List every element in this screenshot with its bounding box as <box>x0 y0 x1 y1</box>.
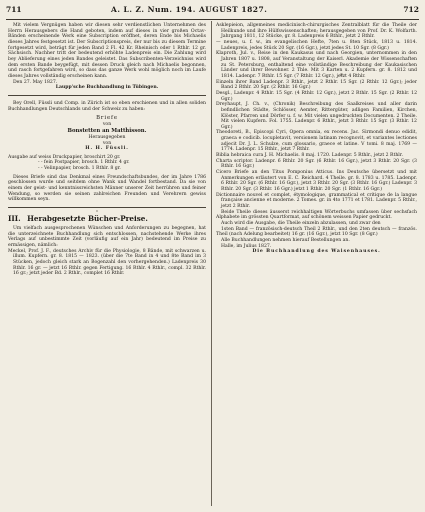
catalog-entry: Einzeln ihrer Band Ladenpr. 3 Rthlr., jetzt 2 Rthlr. 15 Sgr. (2 Rthlr. 12 Ggr.); jeder Band 2 Rthlr. 20 Sgr. (2 Rthlr. 16 Ggr.) <box>216 79 417 91</box>
publisher-signature: Laupp'sche Buchhandlung in Tübingen. <box>55 85 159 91</box>
catalog-entry: Meckel, Prof. J. F., deutsches Archiv für die Physiologie, 8 Bände, mit schwarzen u. illum. Kupfern. gr. 8. 1815 — 1823. (über die 7te Band in 4 und 8te Band im 3 Stücken, jedoch gleich stark an Bogenzahl den vorhergehenden.) Ladenpreis 30 Rthlr. 16 gr. — jetzt 16 Rthlr. gegen Fertigung. 16 Rthlr. 4 Rthlr., compl. 32 Rthlr. 16 gr.; jetzt jeder Bd. 2 Rthlr., complet 16 Rthlr. <box>8 248 206 277</box>
book-title-from: von <box>102 122 112 128</box>
note-paragraph: Beide Theile dieses äusserst reichhaltigen Wörterbuchs umfassen über sechsfach Alphabete im grössten Quartformat, auf schönem weissen Papier gedruckt. <box>216 209 417 221</box>
note-paragraph: 1sten Band — französisch-deutsch Theil 2 Rthlr., und den 2ten deutsch — französ. Theil (nach Adelung bearbeitet) 16 gr. (16 Ggr.), jetzt 10 Sgr. (8 Ggr.) <box>216 226 417 238</box>
column-divider <box>211 21 212 506</box>
catalog-entry: Klaproth, Jul. v., Reise in den Kaukasus und nach Georgien, unternommen in den Jahren 1807 u. 1808, auf Veranstaltung der Kaiserl. Akademie der Wissenschaften zu St. Petersburg, enthaltend eine vollständige Beschreibung der Kaukasischen Länder und ihrer Bewohner. 2 Thle. Mit 3 Karten u. 2 Kupfern. gr. 8. 1812 und 1814. Ladenpr. 7 Rthlr. 15 Sgr. (7 Rthlr. 12 Ggr.), jetzt 4 Rthlr. <box>216 51 417 79</box>
running-header <box>6 5 419 19</box>
right-column <box>216 23 417 255</box>
section-divider <box>8 95 206 96</box>
publisher-signature: Die Buchhandlung des Waisenhauses. <box>252 249 381 255</box>
catalog-entry: — neues, u. f. w., im evangelischen Hefte, 7ten u. 8ten Stück, 1813 u. 1814. Ladenpreis, jedes Stück 20 Sgr. (16 Ggr.), jetzt jedes St. 10 Sgr. (8 Ggr.) <box>216 39 417 51</box>
edition-line: - - fein Postpapier, brosch. 1 Rthlr. 4 gr. <box>38 160 130 166</box>
section-divider <box>8 207 206 208</box>
catalog-entry: Desgl., Ladenpr. 4 Rthlr. 15 Sgr. (4 Rthlr. 12 Ggr.), jetzt 2 Rthlr. 15 Sgr. (2 Rthlr. 12 Ggr.) <box>216 90 417 102</box>
section-number: III. <box>8 214 21 224</box>
left-column <box>8 23 206 277</box>
ink-spot <box>96 210 98 212</box>
announcement-paragraph: Um vielfach ausgesprochenen Wünschen und Anforderungen zu begegnen, hat die unterzeichnete Buchhandlung sich entschlossen, nachstehende Werke ihres Verlags auf unbestimmte Zeit (vorläufig auf ein Jahr) bedeutend im Preise zu ermässigen, nämlich: <box>8 226 206 249</box>
page-number-right: 712 <box>403 5 419 14</box>
note-paragraph: Alle Buchhandlungen nehmen hierauf Bestellungen an. <box>221 237 350 243</box>
book-title: Briefe <box>96 115 118 122</box>
catalog-entry: Dreyhaupt, J. Ch. v., (Chronik) Beschreibung des Saalkreises und aller darin befindlichen Städte, Schlösser, Aemter, Rittergüter, adligen Familien, Kirchen, Klöster, Pfarren und Dörfer u. f. w. Mit vielen ungedruckten Documenten. 2 Theile. Mit vielen Kupfern. Fol. 1755. Ladenpr. 6 Rthlr., jetzt 3 Rthlr. 15 Sgr. (3 Rthlr. 12 Ggr.) <box>216 102 417 130</box>
catalog-entry: Charta scriptor. Ladenpr. 6 Rthlr. 20 Sgr. (6 Rthlr. 16 Ggr.), jetzt 3 Rthlr. 20 Sgr. (3 Rthlr. 16 Ggr.) <box>216 158 417 170</box>
closing-place: Halle, im Julius 1827. <box>221 243 272 249</box>
section-title-text: Herabgesetzte Bücher-Preise. <box>27 214 148 224</box>
announcement-paragraph: Dieses Briefe sind das Denkmal eines Freundschaftsbundes, der im Jahre 1786 geschlossen wurde und seitdem ohne Wank und Wandel fortbestand. Da sie von einem der geist- und kenntnissreichsten Männer unserer Zeit herrühren und feiner Wendung, so werden sie seinen zahlreichen Freunden und Verehrern gewiss willkommen seyn. <box>8 174 206 203</box>
edition-line: - - Velinpapier, brosch. 1 Rthlr. 8 gr. <box>38 166 121 172</box>
announcement-paragraph: Bey Orell, Füssli und Comp. in Zürich ist so eben erschienen und in allen soliden Buchhandlungen Deutschlands und der Schweiz zu haben: <box>8 100 206 112</box>
header-rule <box>6 19 419 20</box>
book-author: Bonstetten an Matthisson. <box>67 127 147 134</box>
section-heading <box>8 213 206 224</box>
edition-line: Ausgabe auf weiss Druckpapier, broschirt 20 gr. <box>8 154 121 160</box>
book-editor-label: Herausgegeben <box>88 134 126 140</box>
announcement-paragraph: Mit vielem Vergnügen haben wir diesen sehr verdienstlichen Unternehmen des Herrn Herausgebers die Hand geboten, indem auf dieses in vier großen Octav-Bänden erscheinende Werk eine Subscription eröffnet, deren Ende bis Michaelis dieses Jahres festgesetzt ist. Der Subscriptionspreis, der nur bis zu diesem Termine fortgesetzt wird, beträgt für jeden Band 2 Fl. 42 Kr. Rheinisch oder 1 Rthlr. 12 gr. Sächsisch. Nachher tritt der bedeutend erhöhte Ladenpreis ein. Die Zahlung wird bey Ablieferung eines jeden Bandes geleistet. Das Subscribenten-Verzeichniss wird dem ersten Bande beygefügt, mit dessen Druck gleich nach Michaelis begonnen, und rasch fortgefahren wird, so dass das ganze Werk wohl möglich noch im Laufe dieses Jahres vollständig erscheinen kann. <box>8 23 206 79</box>
book-editor: H. H. Füssli. <box>85 146 129 152</box>
catalog-entry: Cicero Briefe an den Titus Pomponius Atticus. Ins Deutsche übersetzt und mit Anmerkungen erläutert von E. C. Reichard. 4 Theile. gr. 8. 1783 u. 1785. Ladenpr. 6 Rthlr. 20 Sgr. (6 Rthlr. 16 Ggr.), jetzt 3 Rthlr. 20 Sgr. (3 Rthlr. 16 Ggr.) Ladenpr. 3 Rthlr. 20 Sgr. (3 Rthlr. 16 Ggr.) jetzt 1 Rthlr. 20 Sgr. (1 Rthlr. 16 Ggr.) <box>216 170 417 193</box>
running-title: A. L. Z. Num. 194. AUGUST 1827. <box>111 5 268 14</box>
note-paragraph: Auch wird die Ausgabe, die Theile einzeln abzulassen, und zwar den <box>221 220 381 226</box>
catalog-entry: Dictionnaire nouvel et complet, étymologique, grammatical et critique de la langue française ancienne et moderne. 2 Tomes. gr. in 4to 1771 et 1781. Ladenpr. 5 Rthlr., jetzt 2 Rthlr. <box>216 192 417 209</box>
catalog-entry: Biblia hebraica cura J. H. Michaelis. 8 maj. 1720. Ladenpr. 5 Rthlr., jetzt 2 Rthlr. <box>216 153 403 159</box>
page-number-left: 711 <box>6 5 22 14</box>
book-editor-von: von <box>102 140 112 146</box>
catalog-entry: Asklepieion, allgemeines medicinisch-chirurgisches Zentralblatt für die Theile der Heilkunde und ihre Hülfswissenschaften; herausgegeben von Prof. Dr. K. Wolfarth. Jahrgang 1811, 12 Stücke, gr. 8. Ladenpreis 6 Rthlr., jetzt 2 Rthlr. <box>216 23 417 40</box>
dateline: Den 27. May 1827. <box>13 79 58 85</box>
catalog-entry: Theodoreti, B., Episcopi Cyri, Opera omnia, ex recens. Jac. Sirmondi denuo edidit, graeca e codicib. locupletavit, versionem latinam recognovit, et variantes lectiones adjecit Dr. J. L. Schulze, cum glossario, graece et latine. V tomi. 8 maj. 1769 — 1774. Ladenpr. 15 Rthlr., jetzt 7 Rthlr. <box>216 130 417 153</box>
ink-spot <box>340 73 343 76</box>
